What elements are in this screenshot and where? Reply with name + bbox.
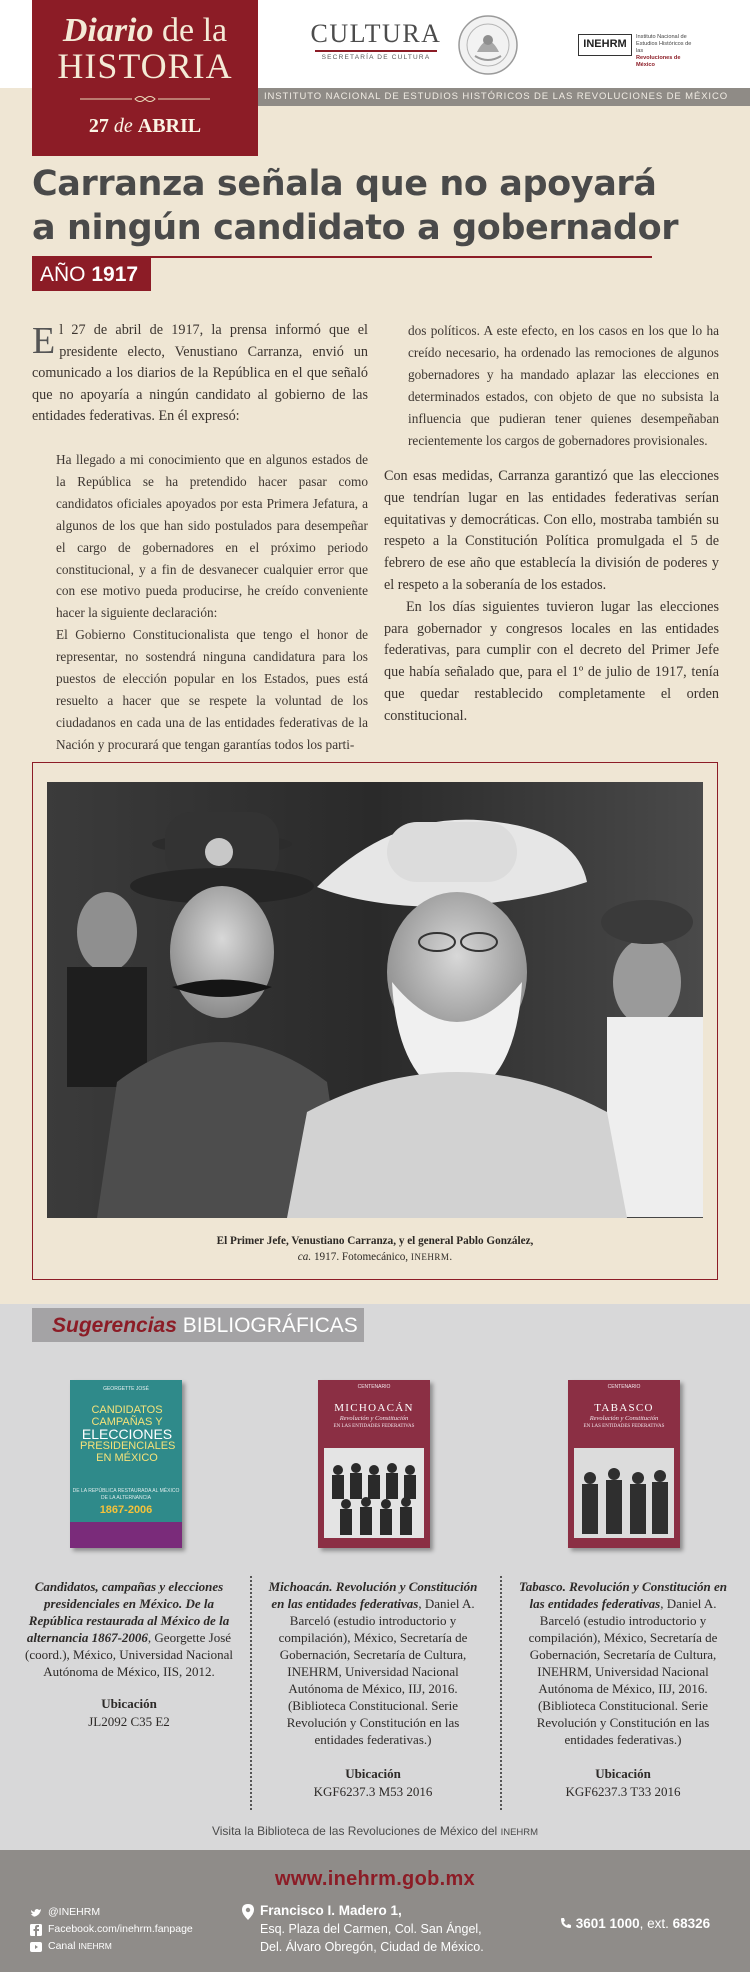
twitter-link[interactable]: @INEHRM	[30, 1904, 193, 1921]
quote-paragraph-2-end: dos políticos. A este efecto, en los casos en los que lo ha creído necesario, ha ordenado las remociones de algunos gobernadores y ha mandado aplazar las elecciones en determinados estados, con objeto de que no subsista la influencia que pudieran tener quienes desempeñaban recientemente los cargos de gobernadores provisionales.	[408, 323, 719, 448]
body-paragraph-2: En los días siguientes tuvieron lugar las elecciones para gobernador y congresos locales en las entidades federativas, para cumplir con el decreto del Primer Jefe que había señalado que, para el 1º de julio de 1917, tenía que quedar restablecido completamente el orden constitucional.	[384, 598, 719, 724]
quote-paragraph-1: Ha llegado a mi conocimiento que en algunos estados de la República se ha pretendido hacer pasar como candidatos oficiales apoyados por esta Primera Jefatura, a algunos de los que han sido postulados para desempeñar el cargo de gobernadores en el próximo periodo constitucional, y a fin de desvanecer cualquier error que con ese motivo pueda producirse, he creído conveniente hacer la siguiente declaración:	[56, 452, 368, 621]
phone-number[interactable]: 3601 1000, ext. 68326	[560, 1916, 710, 1931]
masthead	[32, 0, 258, 156]
facebook-link[interactable]: Facebook.com/inehrm.fanpage	[30, 1921, 193, 1938]
book-cover-series: CENTENARIO	[357, 1384, 391, 1390]
footer	[0, 1850, 750, 1972]
column-divider	[500, 1576, 502, 1810]
website-link[interactable]: www.inehrm.gob.mx	[275, 1868, 475, 1890]
bibliography-entry-2: Michoacán. Revolución y Constitución en las entidades federativas, Daniel A. Barceló (estudio introductorio y compilación), México, Secretaría de Gobernación, Secretaría de Cultura, INEHRM, Universidad Nacional Autónoma de México, IIJ, 2016. (Biblioteca Constitucional. Serie Revolución y Constitución en las entidades federativas.)	[268, 1579, 478, 1747]
book-cover-title: CANDIDATOS CAMPAÑAS Y ELECCIONES PRESIDENCIALES EN MÉXICO	[80, 1404, 176, 1464]
article-intro: El 27 de abril de 1917, la prensa informó que el presidente electo, Venustiano Carranza, envió un comunicado a los diarios de la República en el que señaló que no apoyaría a ningún candidato al gobierno de las entidades federativas. En él expresó:	[32, 320, 368, 424]
inehrm-logo-text: Instituto Nacional de Estudios Históricos de las Revoluciones de México	[636, 34, 692, 68]
address: Francisco I. Madero 1, Esq. Plaza del Carmen, Col. San Ángel, Del. Álvaro Obregón, Ciudad de México.	[260, 1903, 484, 1954]
drop-cap: E	[32, 320, 56, 362]
location-code: JL2092 C35 E2	[88, 1714, 170, 1729]
headline: Carranza señala que no apoyará a ningún candidato a gobernador	[32, 164, 679, 248]
bibliography-entry-3: Tabasco. Revolución y Constitución en las entidades federativas, Daniel A. Barceló (estudio introductorio y compilación), México, Secretaría de Gobernación, Secretaría de Cultura, INEHRM, Universidad Nacional Autónoma de México, IIJ, 2016. (Biblioteca Constitucional. Serie Revolución y Constitución en las entidades federativas.)	[519, 1579, 727, 1747]
cultura-logo-text: CULTURA	[310, 19, 442, 48]
book-cover-subtitle: DE LA REPÚBLICA RESTAURADA AL MÉXICO DE LA ALTERNANCIA	[72, 1488, 180, 1501]
cultura-logo-subtitle: SECRETARÍA DE CULTURA	[321, 54, 431, 61]
book-cover-title: TABASCO	[594, 1402, 654, 1414]
suggestions-title: Sugerencias BIBLIOGRÁFICAS	[32, 1308, 364, 1342]
social-links	[30, 1904, 193, 1955]
twitter-icon	[30, 1907, 42, 1919]
institute-bar: INSTITUTO NACIONAL DE ESTUDIOS HISTÓRICOS DE LAS REVOLUCIONES DE MÉXICO	[258, 88, 750, 106]
book-cover-author: GEORGETTE JOSÉ	[103, 1386, 149, 1392]
location-label: Ubicación	[595, 1766, 651, 1781]
youtube-icon	[30, 1941, 42, 1953]
masthead-date: 27 de ABRIL	[88, 115, 202, 137]
book-cover-years: 1867-2006	[99, 1504, 153, 1516]
location-label: Ubicación	[101, 1696, 157, 1711]
carranza-gonzalez-photo-icon	[47, 782, 703, 1218]
cultura-logo	[309, 20, 443, 61]
mexico-seal-icon	[457, 14, 519, 76]
book-cover-series: CENTENARIO	[607, 1384, 641, 1390]
body-paragraph-1: Con esas medidas, Carranza garantizó que las elecciones que tendrían lugar en las entidades federativas serían equitativas y democráticas. Con ello, mostraba también su respeto a la Constitución Política promulgada el 5 de febrero de ese año que establecía la división de poderes y el respeto a la soberanía de los estados.	[384, 468, 719, 593]
bibliography-entry-1: Candidatos, campañas y elecciones presidenciales en México. De la República restaurada al México de la alternancia 1867-2006, Georgette José (coord.), México, Universidad Nacional Autónoma de México, IIS, 2012.	[25, 1579, 233, 1679]
book-cover-tabasco[interactable]	[568, 1380, 680, 1548]
location-code: KGF6237.3 M53 2016	[313, 1784, 433, 1799]
quote-right-column	[408, 320, 719, 451]
book-cover-subtitle: Revolución y Constitución EN LAS ENTIDADES FEDERATIVAS	[583, 1415, 665, 1429]
masthead-title-line1: Diario de la	[62, 12, 228, 49]
cultura-logo-line	[315, 50, 437, 52]
quote-left-column	[56, 449, 368, 756]
article-conclusion	[384, 466, 719, 728]
facebook-icon	[30, 1924, 42, 1936]
column-divider	[250, 1576, 252, 1810]
inehrm-logo	[578, 30, 698, 70]
group-photo-icon	[324, 1448, 424, 1538]
inehrm-logo-box: INEHRM	[578, 34, 632, 56]
quote-paragraph-2-start: El Gobierno Constitucionalista que tengo el honor de representar, no sostendrá ninguna candidatura para los puestos de elección popular en los Estados, pues está resuelto a hacer que se respete la voluntad de los ciudadanos en cada una de las entidades federativas de la Nación y procurará que tengan garantías todos los parti-	[56, 627, 368, 752]
photo-caption: El Primer Jefe, Venustiano Carranza, y el general Pablo González, ca. 1917. Fotomecánico, INEHRM.	[216, 1235, 534, 1263]
book-cover-candidatos[interactable]	[70, 1380, 182, 1548]
location-code: KGF6237.3 T33 2016	[565, 1784, 681, 1799]
book-cover-title: MICHOACÁN	[334, 1402, 414, 1414]
year-badge: AÑO 1917	[32, 258, 151, 291]
visit-library-note: Visita la Biblioteca de las Revoluciones de México del INEHRM	[211, 1824, 539, 1838]
location-label: Ubicación	[345, 1766, 401, 1781]
phone-icon	[560, 1917, 572, 1929]
book-cover-band	[70, 1522, 182, 1548]
masthead-title-line2: HISTORIA	[57, 46, 233, 86]
book-cover-subtitle: Revolución y Constitución EN LAS ENTIDADES FEDERATIVAS	[333, 1415, 415, 1429]
ornament-divider-icon	[80, 94, 210, 104]
youtube-link[interactable]: Canal INEHRM	[30, 1938, 193, 1955]
group-photo-icon	[574, 1448, 674, 1538]
book-cover-michoacan[interactable]	[318, 1380, 430, 1548]
historical-photo	[47, 782, 703, 1218]
